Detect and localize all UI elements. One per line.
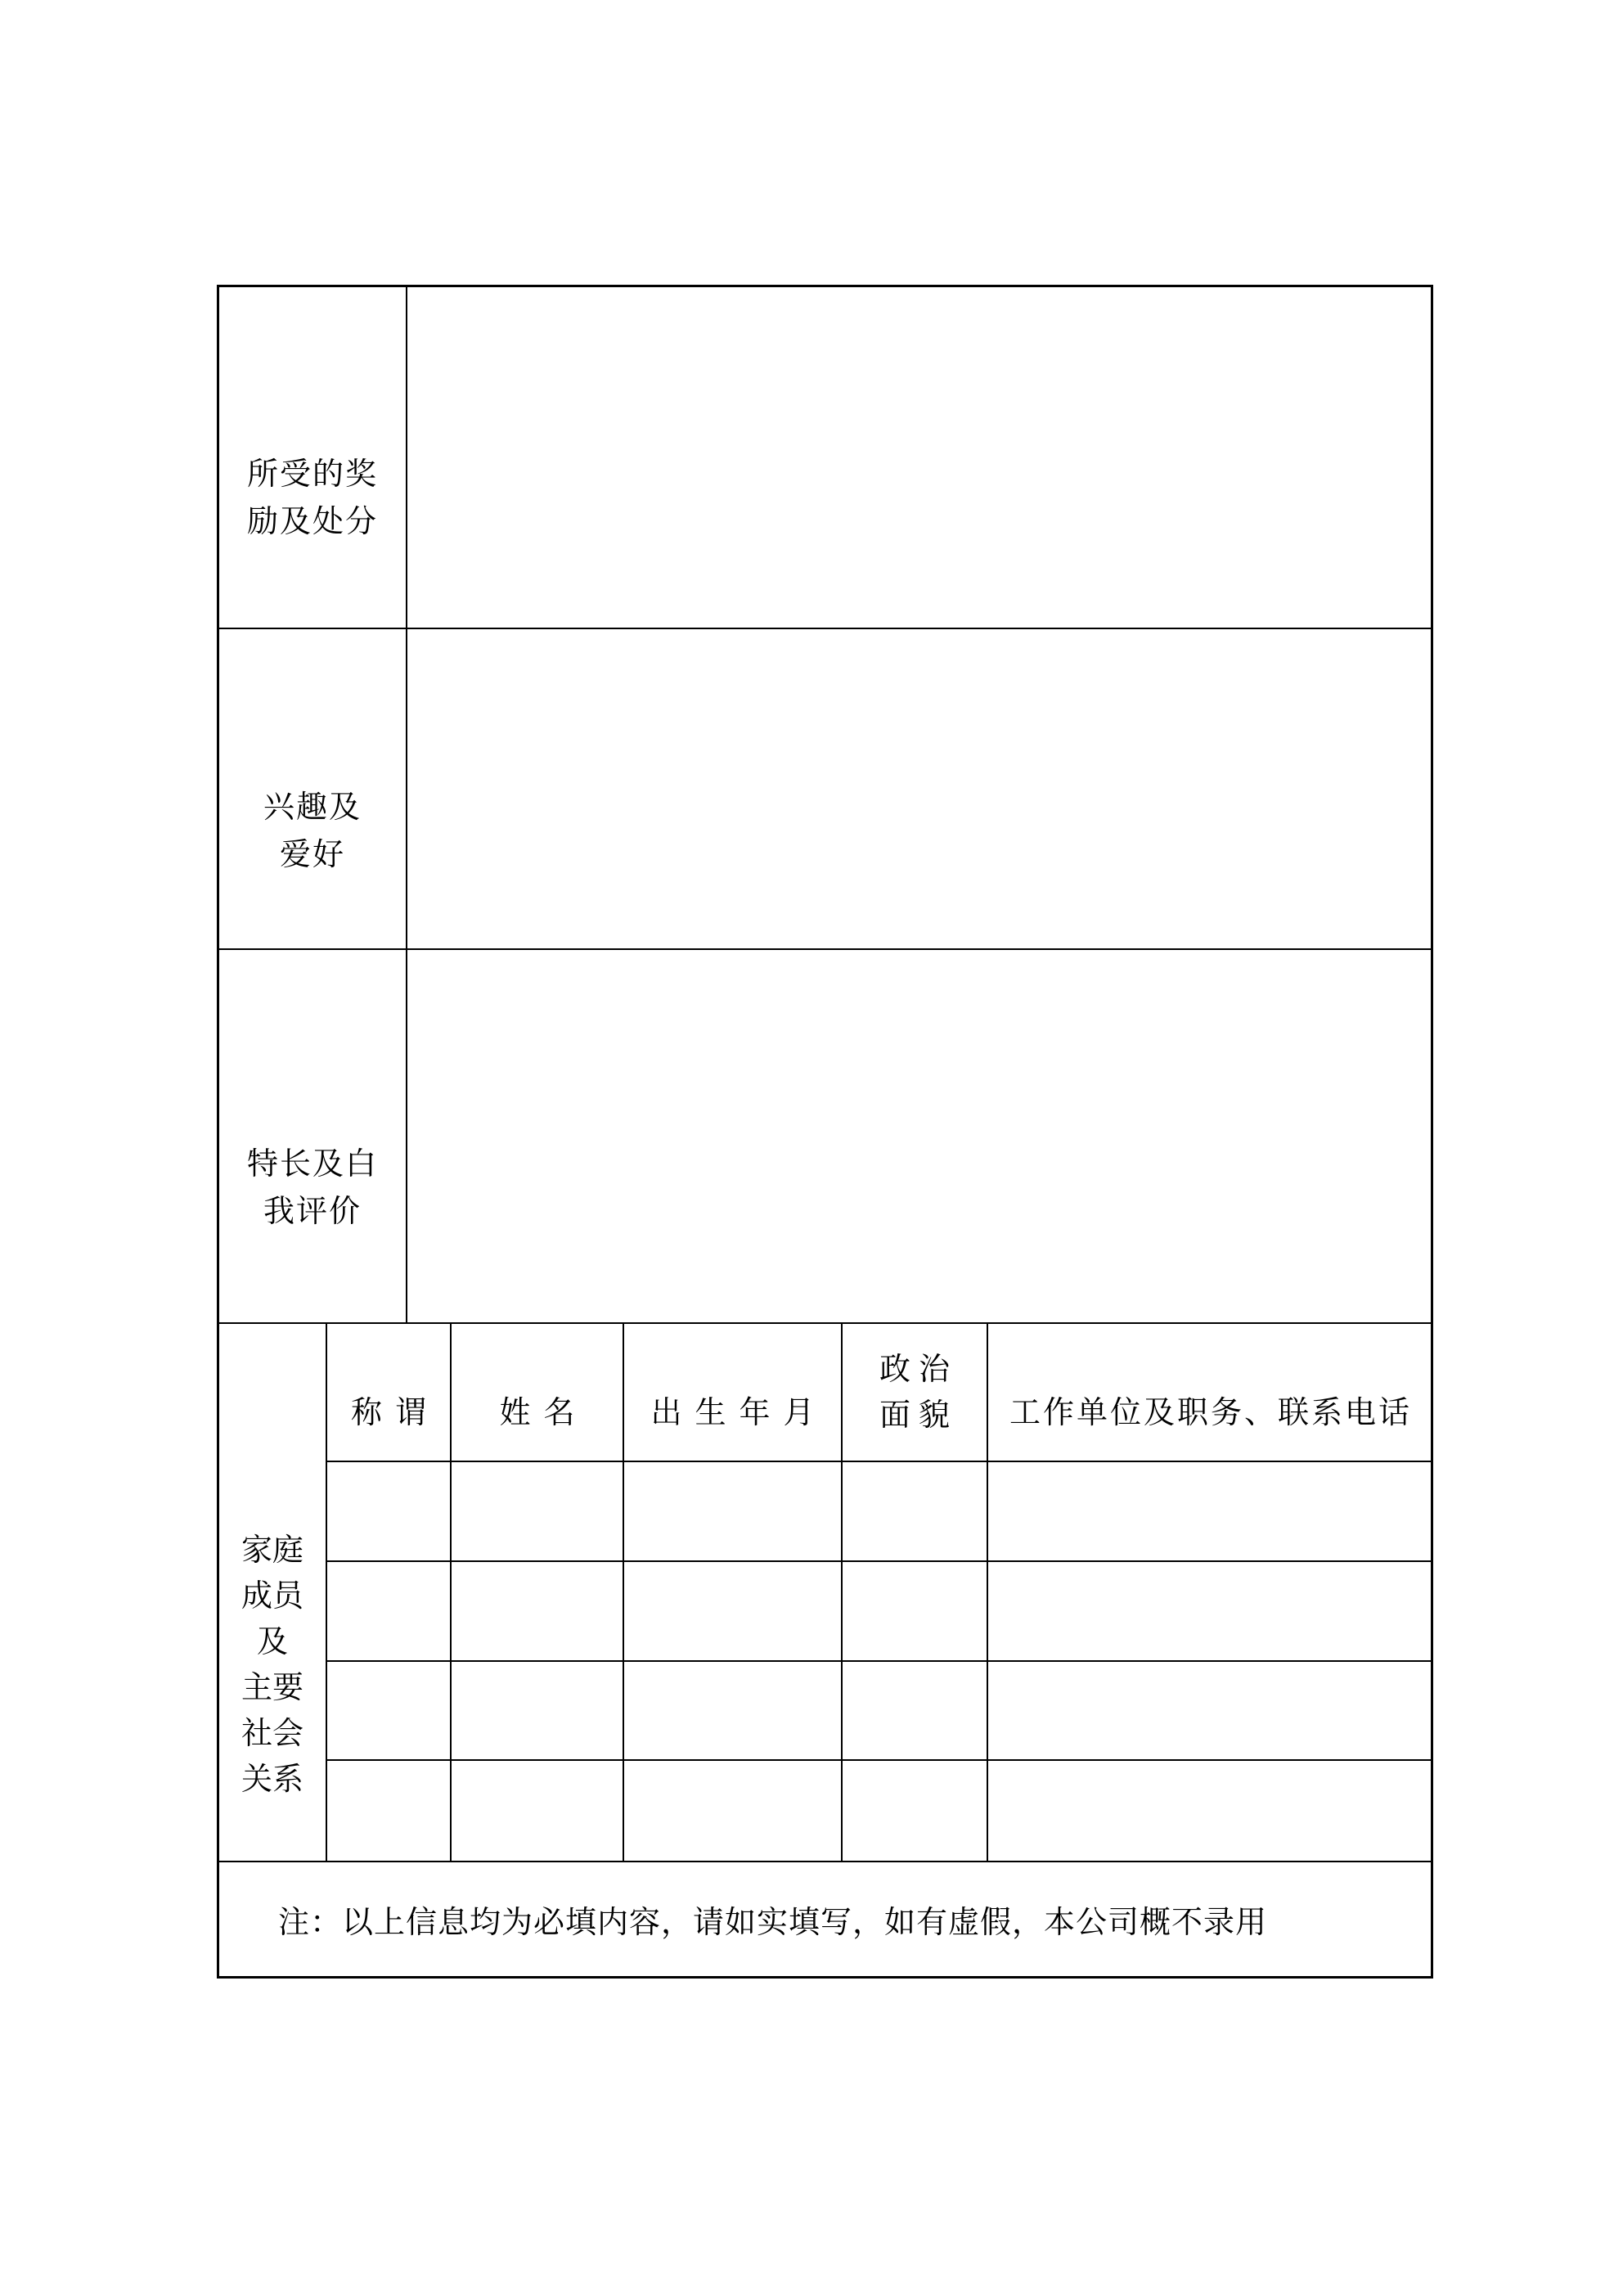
family-members-table [327, 1324, 1431, 1861]
awards-punishments-label [219, 287, 407, 628]
application-form-table [217, 285, 1433, 1979]
label-line: 社会 [241, 1717, 303, 1751]
family-name-cell[interactable] [452, 1462, 624, 1560]
family-name-cell[interactable] [452, 1761, 624, 1861]
label-line: 家庭 [241, 1533, 303, 1568]
header-work-unit-phone [988, 1324, 1431, 1461]
awards-punishments-input-cell[interactable] [407, 287, 1431, 628]
family-political-cell[interactable] [843, 1462, 988, 1560]
family-relation-cell[interactable] [327, 1761, 452, 1861]
header-relation [327, 1324, 452, 1461]
header-political-status-line: 政治 [879, 1352, 958, 1387]
label-line: 我评价 [263, 1194, 362, 1229]
family-birth-cell[interactable] [624, 1662, 843, 1760]
interests-hobbies-label [219, 629, 407, 948]
family-birth-cell[interactable] [624, 1761, 843, 1861]
note-row [219, 1862, 1431, 1976]
label-line: 爱好 [279, 838, 345, 872]
label-line: 主要 [241, 1671, 303, 1705]
label-line: 及 [256, 1625, 288, 1659]
interests-hobbies-input-cell[interactable] [407, 629, 1431, 948]
family-work-cell[interactable] [988, 1761, 1431, 1861]
label-line: 关系 [241, 1763, 303, 1797]
header-name [452, 1324, 624, 1461]
family-birth-cell[interactable] [624, 1462, 843, 1560]
family-relation-cell[interactable] [327, 1662, 452, 1760]
label-line: 励及处分 [246, 505, 378, 539]
header-birth-date-text: 出生年月 [650, 1395, 828, 1430]
header-relation-text: 称谓 [350, 1395, 439, 1430]
family-work-cell[interactable] [988, 1562, 1431, 1660]
family-table-header-row [327, 1324, 1431, 1462]
note-text: 注：以上信息均为必填内容，请如实填写，如有虚假，本公司概不录用 [278, 1906, 1268, 1940]
family-political-cell[interactable] [843, 1562, 988, 1660]
family-work-cell[interactable] [988, 1462, 1431, 1560]
family-name-cell[interactable] [452, 1662, 624, 1760]
family-table-row [327, 1462, 1431, 1562]
family-birth-cell[interactable] [624, 1562, 843, 1660]
strengths-self-evaluation-label [219, 950, 407, 1322]
family-name-cell[interactable] [452, 1562, 624, 1660]
label-line: 特长及白 [246, 1146, 378, 1182]
label-line: 兴趣及 [263, 790, 362, 825]
header-birth-date [624, 1324, 843, 1461]
row-interests-hobbies [219, 629, 1431, 950]
family-relation-cell[interactable] [327, 1562, 452, 1660]
header-political-status-line: 面貌 [879, 1398, 958, 1433]
header-political-status [843, 1324, 988, 1461]
family-members-label [219, 1324, 327, 1861]
family-table-row [327, 1562, 1431, 1662]
family-political-cell[interactable] [843, 1761, 988, 1861]
family-work-cell[interactable] [988, 1662, 1431, 1760]
label-line: 所受的奖 [246, 457, 378, 492]
label-line: 成员 [241, 1579, 303, 1614]
strengths-self-evaluation-input-cell[interactable] [407, 950, 1431, 1322]
header-name-text: 姓名 [499, 1395, 588, 1430]
row-strengths-self-evaluation [219, 950, 1431, 1324]
family-relation-cell[interactable] [327, 1462, 452, 1560]
family-table-row [327, 1662, 1431, 1762]
family-table-row [327, 1761, 1431, 1861]
family-members-section [219, 1324, 1431, 1862]
family-political-cell[interactable] [843, 1662, 988, 1760]
header-work-unit-phone-text: 工作单位及职务、联系电话 [1009, 1395, 1412, 1430]
row-awards-punishments [219, 287, 1431, 629]
